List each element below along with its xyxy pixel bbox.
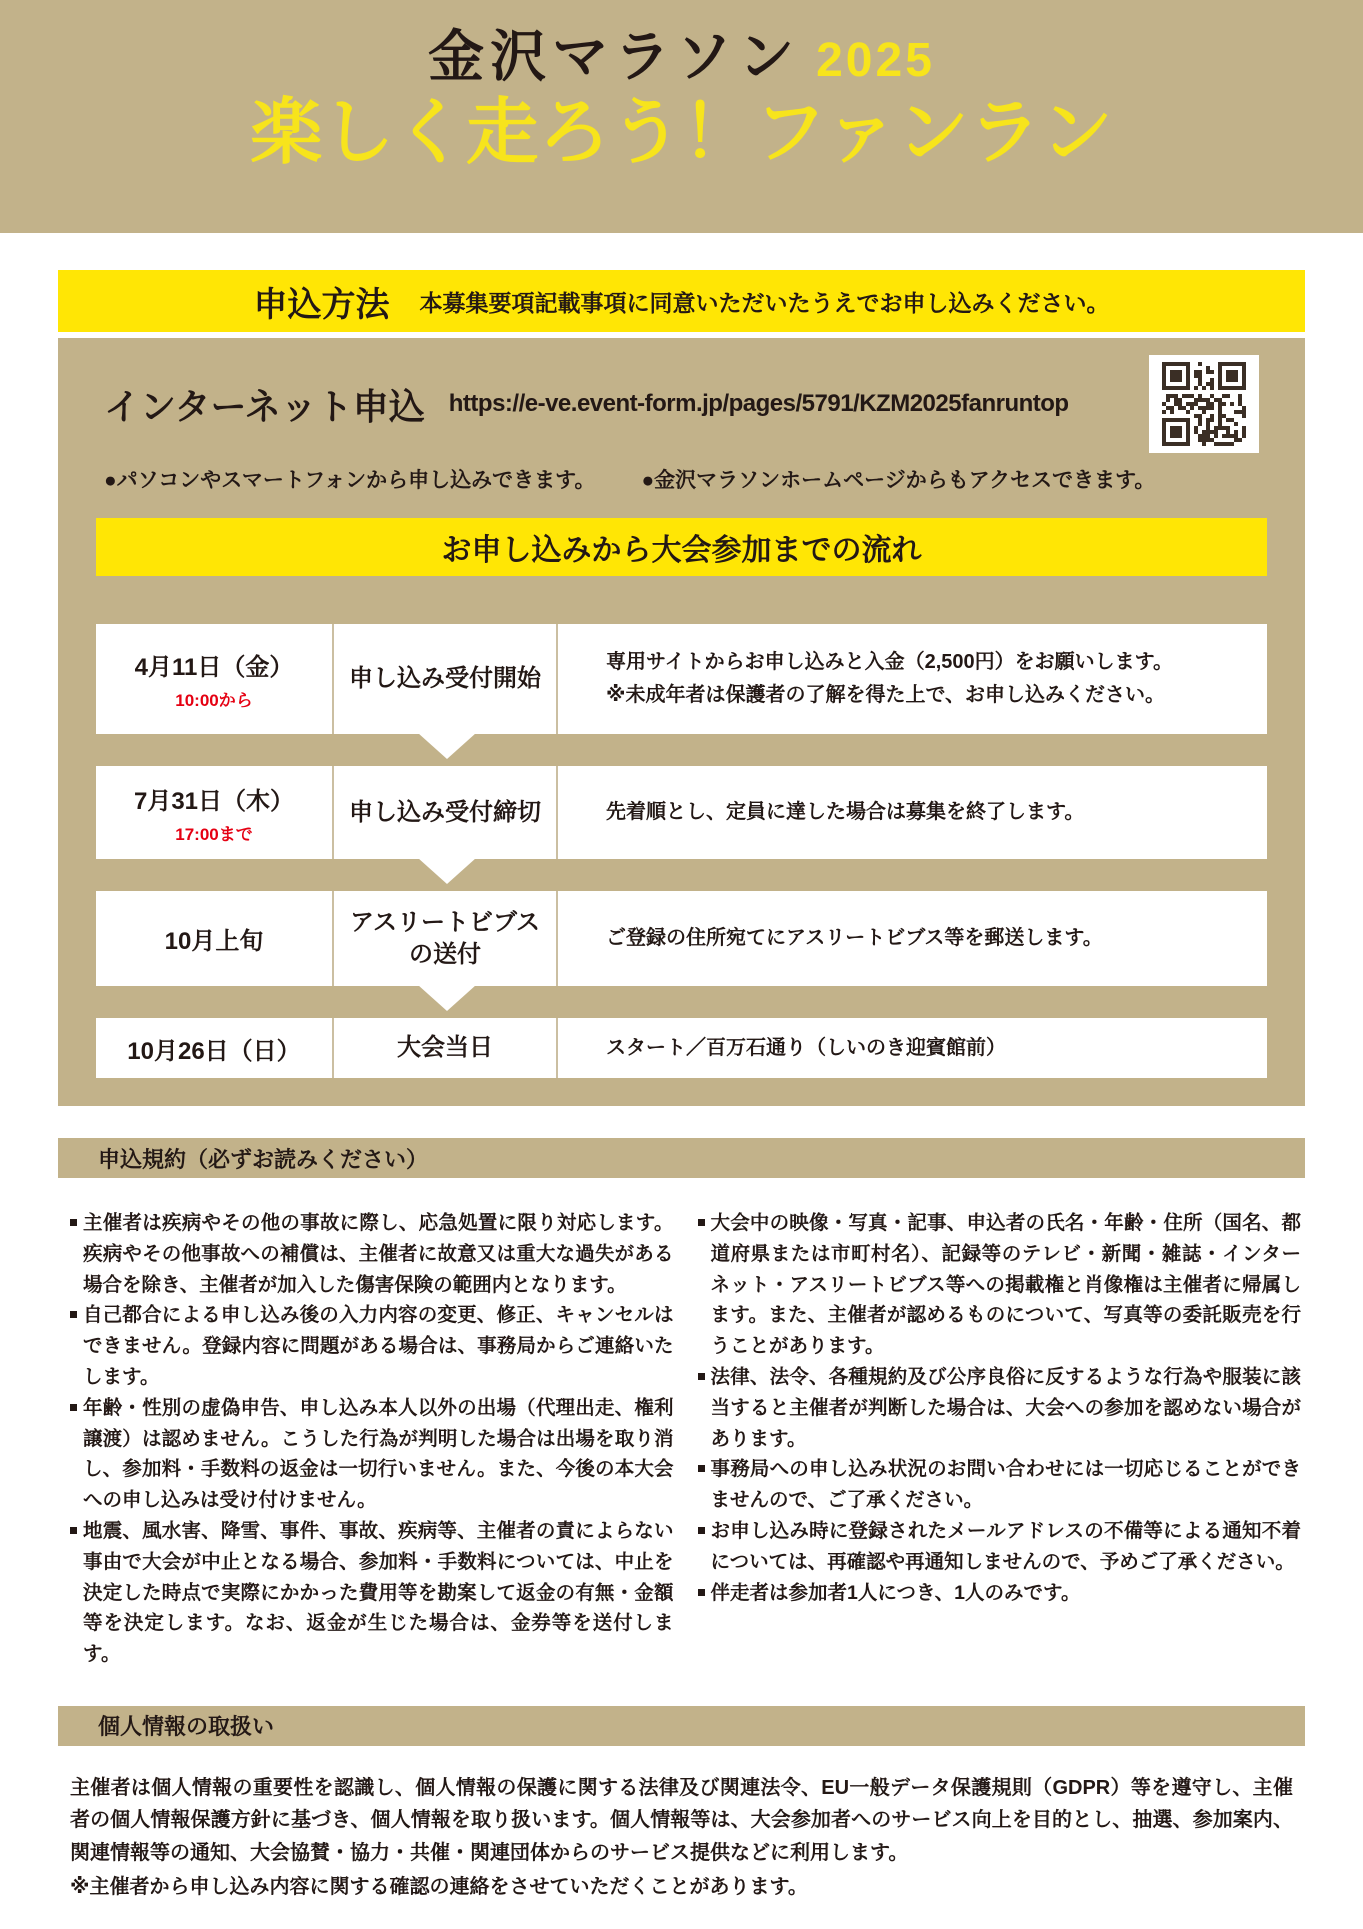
note-homepage-access: ●金沢マラソンホームページからもアクセスできます。: [641, 469, 1156, 492]
qr-code-icon: [1149, 355, 1259, 453]
terms-item: [698, 1362, 1302, 1454]
flow-step-date: 4月11日（金）: [134, 654, 294, 681]
flow-step-date-cell: [96, 1018, 334, 1078]
terms-item: [70, 1300, 674, 1392]
terms-columns: [70, 1208, 1301, 1670]
internet-apply-notes: [96, 464, 1267, 494]
flow-step-row: [96, 1018, 1267, 1078]
flow-step-row: [96, 766, 1267, 859]
note-pc-smartphone: ●パソコンやスマートフォンから申し込みできます。: [104, 469, 596, 492]
terms-left-column: [70, 1208, 674, 1670]
apply-method-banner: [58, 270, 1305, 332]
terms-item-text: 主催者は疾病やその他の事故に際し、応急処置に限り対応します。疾病やその他事故への補償は、主催者に故意又は重大な過失がある場合を除き、主催者が加入した傷害保険の範囲内となります。: [83, 1212, 674, 1296]
flow-step-time: 17:00まで: [175, 824, 253, 844]
down-arrow-icon: [96, 986, 1267, 1018]
bullet-square-icon: [698, 1527, 705, 1534]
flow-step-date-cell: [96, 624, 334, 734]
flow-step-name: 申し込み受付開始: [334, 624, 558, 734]
flow-step-name: アスリートビブスの送付: [334, 891, 558, 986]
bullet-square-icon: [70, 1527, 77, 1534]
bullet-square-icon: [698, 1219, 705, 1226]
terms-right-column: [698, 1208, 1302, 1670]
terms-item-text: 地震、風水害、降雪、事件、事故、疾病等、主催者の責によらない事由で大会が中止となる場合、参加料・手数料については、中止を決定した時点で実際にかかった費用等を勘案して返金の有無・金額等を決定します。なお、返金が生じた場合は、金券等を送付します。: [83, 1519, 674, 1666]
flow-step-description: [558, 1018, 1267, 1078]
event-logo-text: 金沢マラソン: [428, 25, 801, 88]
privacy-section-title: 個人情報の取扱い: [98, 1714, 275, 1740]
bullet-square-icon: [698, 1589, 705, 1596]
apply-method-description: 本募集要項記載事項に同意いただいたうえでお申し込みください。: [419, 289, 1110, 316]
terms-item: [698, 1454, 1302, 1516]
flow-step-row: [96, 624, 1267, 734]
application-url: https://e-ve.event-form.jp/pages/5791/KZM2025fanruntop: [448, 390, 1069, 417]
bullet-square-icon: [698, 1465, 705, 1472]
page-title: 楽しく走ろう！ファンラン: [250, 92, 1113, 173]
bullet-square-icon: [698, 1373, 705, 1380]
terms-item: [70, 1516, 674, 1670]
header: [0, 0, 1363, 233]
bullet-square-icon: [70, 1219, 77, 1226]
bullet-square-icon: [70, 1404, 77, 1411]
down-arrow-icon: [96, 734, 1267, 766]
terms-item: [698, 1208, 1302, 1362]
flow-step-desc-line: 専用サイトからお申し込みと入金（2,500円）をお願いします。: [606, 651, 1174, 673]
terms-item-text: 法律、法令、各種規約及び公序良俗に反するような行為や服装に該当すると主催者が判断した場合は、大会への参加を認めない場合があります。: [710, 1365, 1301, 1450]
down-arrow-icon: [96, 859, 1267, 891]
flow-step-desc-line: ご登録の住所宛てにアスリートビブス等を郵送します。: [606, 927, 1103, 949]
apply-method-label: 申込方法: [253, 285, 390, 324]
flow-title-banner: お申し込みから大会参加までの流れ: [96, 518, 1267, 576]
flow-step-date: 10月26日（日）: [127, 1037, 301, 1065]
flow-step-desc-line: スタート／百万石通り（しいのき迎賓館前）: [606, 1036, 1006, 1059]
flow-step-date: 10月上旬: [164, 928, 264, 955]
terms-item: [70, 1393, 674, 1516]
flow-step-description: [558, 766, 1267, 859]
flow-step-date-cell: [96, 766, 334, 859]
bullet-square-icon: [70, 1311, 77, 1318]
terms-item-text: 大会中の映像・写真・記事、申込者の氏名・年齢・住所（国名、都道府県または市町村名）、記録等のテレビ・新聞・雑誌・インターネット・アスリートビブス等への掲載権と肖像権は主催者に帰属します。また、主催者が認めるものについて、写真等の委託販売を行うことがあります。: [710, 1212, 1301, 1358]
privacy-section-banner: [58, 1706, 1305, 1746]
terms-item: [70, 1208, 674, 1300]
privacy-paragraph: 主催者は個人情報の重要性を認識し、個人情報の保護に関する法律及び関連法令、EU一般データ保護規則（GDPR）等を遵守し、主催者の個人情報保護方針に基づき、個人情報を取り扱います。個人情報等は、大会参加者へのサービス向上を目的とし、抽選、参加案内、関連情報等の通知、大会協賛・協力・共催・関連団体からのサービス提供などに利用します。: [70, 1776, 1293, 1864]
flow-step-row: [96, 891, 1267, 986]
internet-apply-row: [96, 354, 1267, 454]
flow-step-name: 大会当日: [334, 1018, 558, 1078]
flow-step-date-cell: [96, 891, 334, 986]
terms-item-text: 年齢・性別の虚偽申告、申し込み本人以外の出場（代理出走、権利譲渡）は認めません。こうした行為が判明した場合は出場を取り消し、参加料・手数料の返金は一切行いません。また、今後の本大会への申し込みは受け付けません。: [83, 1396, 674, 1512]
event-logo: [0, 26, 1363, 88]
terms-item-text: 事務局への申し込み状況のお問い合わせには一切応じることができませんので、ご了承ください。: [710, 1458, 1301, 1512]
terms-section-title: 申込規約（必ずお読みください）: [98, 1146, 429, 1172]
flow-step-time: 10:00から: [175, 691, 253, 710]
terms-item: [698, 1516, 1302, 1578]
flow-step-desc-line: 先着順とし、定員に達した場合は募集を終了します。: [606, 801, 1085, 823]
terms-item-text: 自己都合による申し込み後の入力内容の変更、修正、キャンセルはできません。登録内容に問題がある場合は、事務局からご連絡いたします。: [83, 1304, 674, 1388]
flow-step-date: 7月31日（木）: [133, 787, 295, 815]
flow-timeline: [96, 624, 1267, 1078]
flow-step-name: 申し込み受付締切: [334, 766, 558, 859]
flow-step-desc-line: ※未成年者は保護者の了解を得た上で、お申し込みください。: [606, 684, 1166, 706]
flow-step-description: [558, 891, 1267, 986]
flow-step-description: [558, 624, 1267, 734]
terms-item-text: 伴走者は参加者1人につき、1人のみです。: [710, 1581, 1081, 1604]
terms-item-text: お申し込み時に登録されたメールアドレスの不備等による通知不着については、再確認や再通知しませんので、予めご了承ください。: [710, 1519, 1301, 1573]
internet-apply-label: インターネット申込: [104, 385, 425, 427]
privacy-note: ※主催者から申し込み内容に関する確認の連絡をさせていただくことがあります。: [70, 1876, 808, 1899]
terms-section-banner: [58, 1138, 1305, 1178]
event-logo-year: 2025: [816, 34, 935, 87]
terms-item: [698, 1578, 1302, 1609]
application-block: [58, 338, 1305, 1106]
